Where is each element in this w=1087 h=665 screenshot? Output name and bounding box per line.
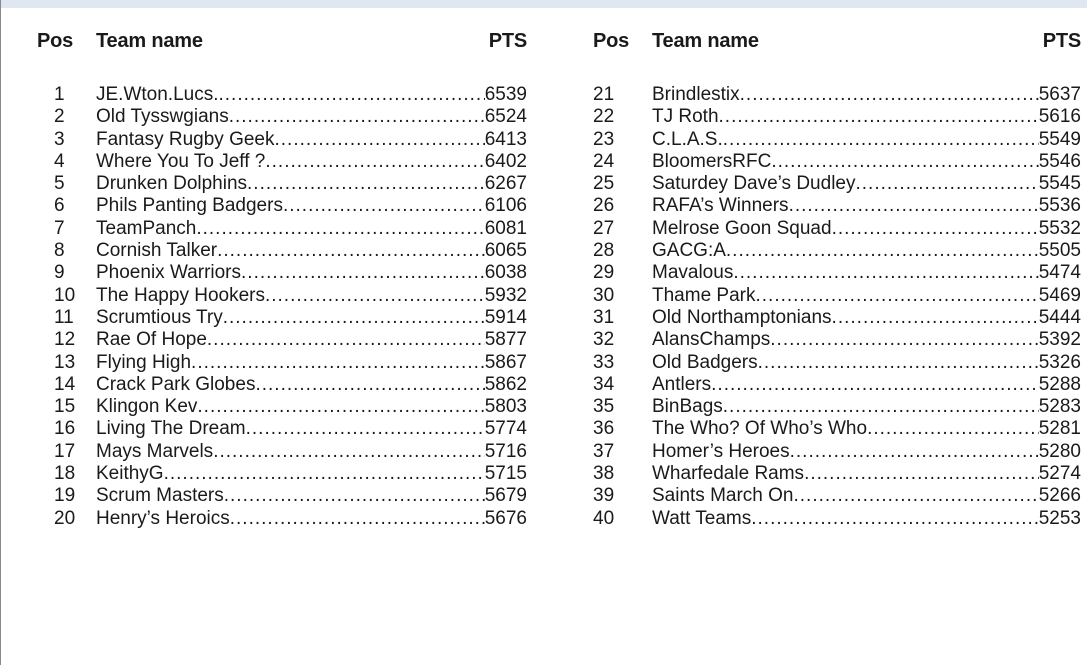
table-row [37,463,527,485]
team-line [652,151,1081,173]
table-row [593,173,1081,195]
position-cell: 10 [54,284,76,306]
team-name-cell: Watt Teams [652,507,752,529]
points-cell: 5716 [484,440,527,462]
position-cell: 25 [593,173,615,195]
team-line [96,84,527,106]
team-name-cell: Crack Park Globes [96,373,256,395]
position-cell: 34 [593,373,615,395]
team-name-cell: Scrum Masters [96,485,224,507]
table-row [593,374,1081,396]
points-cell: 6038 [484,262,527,284]
dot-leader [790,441,1039,463]
table-row [593,285,1081,307]
table-row [37,151,527,173]
team-name-cell: The Happy Hookers [96,284,265,306]
team-name-cell: Thame Park [652,284,756,306]
dot-leader [247,173,485,195]
dot-leader [740,84,1039,106]
pts-header: PTS [488,30,527,52]
team-line [96,106,527,128]
team-name-cell: Cornish Talker [96,240,218,262]
team-line [96,195,527,217]
table-row [37,129,527,151]
table-row [37,374,527,396]
position-cell: 35 [593,396,615,418]
dot-leader [219,84,485,106]
team-line [96,218,527,240]
team-name-cell: Wharfedale Rams [652,463,805,485]
team-name-cell: Klingon Kev [96,396,198,418]
team-line [652,307,1081,329]
column-header [37,30,527,58]
table-row [37,84,527,106]
position-cell: 36 [593,418,615,440]
team-line [652,106,1081,128]
points-cell: 5474 [1038,262,1081,284]
top-band [0,0,1087,8]
team-line [652,374,1081,396]
position-cell: 17 [54,440,76,462]
team-name-cell: Antlers [652,373,712,395]
points-cell: 5877 [484,329,527,351]
position-cell: 32 [593,329,615,351]
team-name-cell: Fantasy Rugby Geek [96,128,275,150]
team-name-cell: JE.Wton.Lucs. [96,84,219,105]
position-cell: 20 [54,507,76,529]
pos-header: Pos [593,30,630,52]
points-cell: 6539 [484,84,527,105]
points-cell: 5326 [1038,351,1081,373]
table-row [593,151,1081,173]
table-row [593,218,1081,240]
points-cell: 5715 [484,463,527,485]
points-cell: 6413 [484,128,527,150]
dot-leader [751,508,1038,530]
table-row [593,463,1081,485]
team-line [652,418,1081,440]
table-row [37,173,527,195]
team-name-cell: Old Badgers [652,351,758,373]
team-line [652,352,1081,374]
team-name-cell: Homer’s Heroes [652,440,790,462]
team-name-cell: BinBags [652,396,723,418]
team-name-cell: Mays Marvels [96,440,214,462]
table-row [37,285,527,307]
team-name-cell: AlansChamps [652,329,771,351]
position-cell: 19 [54,485,76,507]
team-line [652,485,1081,507]
standings-column-left [37,30,527,529]
dot-leader [164,463,485,485]
position-cell: 18 [54,463,76,485]
team-name-cell: Melrose Goon Squad [652,217,832,239]
dot-leader [213,441,485,463]
table-row [593,129,1081,151]
standings-rows-left [37,84,527,530]
team-name-header: Team name [96,30,203,52]
dot-leader [758,352,1039,374]
team-name-cell: Saturdey Dave’s Dudley [652,173,856,195]
table-row [37,106,527,128]
dot-leader [197,396,484,418]
points-cell: 5774 [484,418,527,440]
dot-leader [770,329,1038,351]
table-row [37,195,527,217]
dot-leader [265,151,484,173]
points-cell: 5444 [1038,306,1081,328]
table-row [593,396,1081,418]
team-name-cell: RAFA’s Winners [652,195,789,217]
team-line [96,508,527,530]
table-row [37,307,527,329]
team-line [96,285,527,307]
dot-leader [265,285,485,307]
points-cell: 5549 [1038,128,1081,150]
dot-leader [223,307,485,329]
points-cell: 6081 [484,217,527,239]
team-name-cell: Old Northamptonians [652,306,832,328]
table-row [593,485,1081,507]
position-cell: 33 [593,351,615,373]
position-cell: 9 [54,262,65,284]
team-name-cell: Rae Of Hope [96,329,207,351]
position-cell: 3 [54,128,65,150]
position-cell: 22 [593,106,615,128]
dot-leader [771,151,1038,173]
team-name-cell: Brindlestix [652,84,740,105]
dot-leader [755,285,1038,307]
points-cell: 5803 [484,396,527,418]
dot-leader [255,374,484,396]
points-cell: 5679 [484,485,527,507]
dot-leader [191,352,485,374]
dot-leader [274,129,484,151]
standings-column-right [593,30,1081,529]
position-cell: 30 [593,284,615,306]
team-name-cell: Living The Dream [96,418,246,440]
points-cell: 5266 [1038,485,1081,507]
dot-leader [832,307,1039,329]
team-name-cell: Old Tysswgians [96,106,229,128]
dot-leader [283,195,485,217]
points-cell: 6106 [484,195,527,217]
team-line [652,441,1081,463]
position-cell: 37 [593,440,615,462]
position-cell: 16 [54,418,76,440]
table-row [37,396,527,418]
team-line [652,84,1081,106]
column-header [593,30,1081,58]
table-row [593,106,1081,128]
team-line [652,173,1081,195]
table-row [37,240,527,262]
team-line [96,374,527,396]
team-name-cell: Saints March On [652,485,794,507]
position-cell: 12 [54,329,76,351]
team-name-cell: C.L.A.S. [652,128,723,150]
team-line [96,441,527,463]
table-row [593,195,1081,217]
table-row [593,329,1081,351]
points-cell: 5616 [1038,106,1081,128]
table-row [37,418,527,440]
team-name-cell: Henry’s Heroics [96,507,230,529]
points-cell: 5274 [1038,463,1081,485]
team-line [652,195,1081,217]
dot-leader [726,240,1039,262]
team-name-cell: Scrumtious Try [96,306,223,328]
table-row [37,218,527,240]
team-name-cell: TJ Roth [652,106,719,128]
position-cell: 39 [593,485,615,507]
dot-leader [241,262,485,284]
dot-leader [246,418,485,440]
points-cell: 5536 [1038,195,1081,217]
team-line [96,463,527,485]
points-cell: 5469 [1038,284,1081,306]
position-cell: 7 [54,217,65,239]
team-line [652,285,1081,307]
team-line [96,418,527,440]
team-line [652,262,1081,284]
dot-leader [217,240,485,262]
position-cell: 31 [593,306,615,328]
points-cell: 5862 [484,373,527,395]
dot-leader [207,329,485,351]
position-cell: 29 [593,262,615,284]
pts-header: PTS [1042,30,1081,52]
dot-leader [229,106,485,128]
position-cell: 38 [593,463,615,485]
team-name-cell: Where You To Jeff ? [96,150,266,172]
position-cell: 6 [54,195,65,217]
table-row [37,262,527,284]
points-cell: 5676 [484,507,527,529]
team-line [96,129,527,151]
points-cell: 5288 [1038,373,1081,395]
position-cell: 28 [593,240,615,262]
points-cell: 5914 [484,306,527,328]
points-cell: 5545 [1038,173,1081,195]
team-name-cell: BloomersRFC [652,150,772,172]
position-cell: 4 [54,150,65,172]
pos-header: Pos [37,30,74,52]
dot-leader [794,485,1039,507]
team-line [652,463,1081,485]
team-name-cell: TeamPanch [96,217,197,239]
team-line [96,329,527,351]
dot-leader [711,374,1039,396]
frame-border [0,0,1,665]
points-cell: 5505 [1038,240,1081,262]
dot-leader [789,195,1039,217]
team-name-cell: KeithyG [96,463,164,485]
points-cell: 5283 [1038,396,1081,418]
position-cell: 26 [593,195,615,217]
table-row [37,508,527,530]
points-cell: 5932 [484,284,527,306]
team-line [652,218,1081,240]
table-row [593,508,1081,530]
position-cell: 1 [54,84,65,105]
team-line [96,240,527,262]
team-name-cell: Flying High [96,351,192,373]
dot-leader [832,218,1039,240]
dot-leader [867,418,1039,440]
table-row [593,84,1081,106]
position-cell: 15 [54,396,76,418]
team-line [652,240,1081,262]
position-cell: 21 [593,84,615,105]
table-row [593,307,1081,329]
position-cell: 27 [593,217,615,239]
team-name-cell: Phils Panting Badgers [96,195,283,217]
team-line [652,129,1081,151]
dot-leader [723,129,1039,151]
standings-rows-right [593,84,1081,530]
team-line [652,396,1081,418]
team-line [96,307,527,329]
position-cell: 5 [54,173,65,195]
points-cell: 5867 [484,351,527,373]
team-line [96,262,527,284]
points-cell: 6524 [484,106,527,128]
team-line [652,508,1081,530]
team-name-cell: Drunken Dolphins [96,173,248,195]
table-row [37,485,527,507]
dot-leader [719,106,1039,128]
points-cell: 5280 [1038,440,1081,462]
team-name-cell: GACG:A [652,240,726,262]
table-row [593,441,1081,463]
dot-leader [196,218,484,240]
team-name-cell: Mavalous [652,262,734,284]
position-cell: 2 [54,106,65,128]
points-cell: 5546 [1038,150,1081,172]
points-cell: 5532 [1038,217,1081,239]
table-row [593,262,1081,284]
table-row [593,352,1081,374]
team-line [96,173,527,195]
team-line [96,396,527,418]
position-cell: 11 [54,306,74,328]
dot-leader [224,485,485,507]
team-line [652,329,1081,351]
points-cell: 5253 [1038,507,1081,529]
position-cell: 13 [54,351,76,373]
points-cell: 6065 [484,240,527,262]
points-cell: 5281 [1038,418,1081,440]
dot-leader [723,396,1039,418]
team-name-cell: Phoenix Warriors [96,262,242,284]
position-cell: 8 [54,240,65,262]
team-name-header: Team name [652,30,759,52]
table-row [37,329,527,351]
points-cell: 5637 [1038,84,1081,105]
team-line [96,151,527,173]
position-cell: 40 [593,507,615,529]
points-cell: 6267 [484,173,527,195]
position-cell: 24 [593,150,615,172]
table-row [593,418,1081,440]
points-cell: 6402 [484,150,527,172]
position-cell: 23 [593,128,615,150]
position-cell: 14 [54,373,76,395]
table-row [37,441,527,463]
dot-leader [230,508,485,530]
dot-leader [855,173,1038,195]
table-row [593,240,1081,262]
table-row [37,352,527,374]
team-line [96,352,527,374]
points-cell: 5392 [1038,329,1081,351]
team-line [96,485,527,507]
dot-leader [733,262,1038,284]
dot-leader [804,463,1039,485]
team-name-cell: The Who? Of Who’s Who [652,418,868,440]
